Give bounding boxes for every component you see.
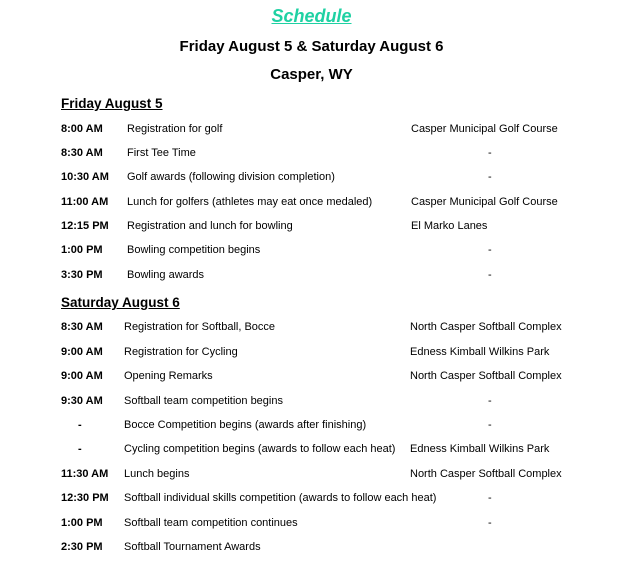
schedule-row bbox=[0, 443, 623, 459]
row-time: 3:30 PM bbox=[61, 269, 103, 281]
schedule-row bbox=[0, 147, 623, 163]
row-event: Softball individual skills competition (awards to follow each heat) bbox=[124, 492, 437, 504]
row-location: - bbox=[488, 395, 492, 407]
schedule-row bbox=[0, 517, 623, 533]
row-event: Lunch begins bbox=[124, 468, 190, 480]
row-event: Golf awards (following division completion) bbox=[127, 171, 335, 183]
row-location: Edness Kimball Wilkins Park bbox=[410, 346, 550, 358]
row-time: - bbox=[78, 443, 82, 455]
friday-heading: Friday August 5 bbox=[61, 96, 163, 111]
row-time: 8:30 AM bbox=[61, 321, 103, 333]
row-location: North Casper Softball Complex bbox=[410, 468, 562, 480]
row-time: 2:30 PM bbox=[61, 541, 103, 553]
row-event: Registration for Softball, Bocce bbox=[124, 321, 276, 333]
row-event: Cycling competition begins (awards to follow each heat) bbox=[124, 443, 396, 455]
row-time: 10:30 AM bbox=[61, 171, 109, 183]
event-dates: Friday August 5 & Saturday August 6 bbox=[179, 38, 444, 55]
row-event: Bowling competition begins bbox=[127, 244, 261, 256]
event-location: Casper, WY bbox=[270, 66, 353, 83]
row-time: 8:30 AM bbox=[61, 147, 103, 159]
schedule-row bbox=[0, 123, 623, 139]
row-location: - bbox=[488, 492, 492, 504]
schedule-row bbox=[0, 196, 623, 212]
row-event: Registration for golf bbox=[127, 123, 223, 135]
row-event: First Tee Time bbox=[127, 147, 196, 159]
row-time: 1:00 PM bbox=[61, 244, 103, 256]
row-event: Softball Tournament Awards bbox=[124, 541, 261, 553]
schedule-row bbox=[0, 419, 623, 435]
schedule-row bbox=[0, 468, 623, 484]
schedule-row bbox=[0, 244, 623, 260]
schedule-row bbox=[0, 346, 623, 362]
schedule-row bbox=[0, 220, 623, 236]
schedule-row bbox=[0, 541, 623, 557]
row-event: Lunch for golfers (athletes may eat once medaled) bbox=[127, 196, 373, 208]
row-time: 9:00 AM bbox=[61, 370, 103, 382]
row-location: North Casper Softball Complex bbox=[410, 370, 562, 382]
row-location: Casper Municipal Golf Course bbox=[411, 123, 558, 135]
row-time: 12:15 PM bbox=[61, 220, 109, 232]
row-location: - bbox=[488, 269, 492, 281]
row-location: - bbox=[488, 244, 492, 256]
row-time: 8:00 AM bbox=[61, 123, 103, 135]
row-location: Casper Municipal Golf Course bbox=[411, 196, 558, 208]
row-location: - bbox=[488, 419, 492, 431]
row-time: 12:30 PM bbox=[61, 492, 109, 504]
row-location: El Marko Lanes bbox=[411, 220, 488, 232]
row-time: 11:30 AM bbox=[61, 468, 109, 480]
schedule-row bbox=[0, 171, 623, 187]
row-time: 9:30 AM bbox=[61, 395, 103, 407]
schedule-row bbox=[0, 269, 623, 285]
row-time: 1:00 PM bbox=[61, 517, 103, 529]
page-title: Schedule bbox=[271, 6, 352, 26]
row-time: 11:00 AM bbox=[61, 196, 109, 208]
row-event: Opening Remarks bbox=[124, 370, 213, 382]
row-location: - bbox=[488, 147, 492, 159]
schedule-row bbox=[0, 370, 623, 386]
row-event: Registration and lunch for bowling bbox=[127, 220, 293, 232]
row-event: Bowling awards bbox=[127, 269, 205, 281]
row-event: Bocce Competition begins (awards after finishing) bbox=[124, 419, 367, 431]
schedule-row bbox=[0, 492, 623, 508]
row-event: Softball team competition continues bbox=[124, 517, 298, 529]
row-location: - bbox=[488, 517, 492, 529]
row-time: - bbox=[78, 419, 82, 431]
schedule-row bbox=[0, 321, 623, 337]
row-event: Registration for Cycling bbox=[124, 346, 238, 358]
row-event: Softball team competition begins bbox=[124, 395, 283, 407]
schedule-row bbox=[0, 395, 623, 411]
row-location: Edness Kimball Wilkins Park bbox=[410, 443, 550, 455]
row-time: 9:00 AM bbox=[61, 346, 103, 358]
row-location: North Casper Softball Complex bbox=[410, 321, 562, 333]
saturday-heading: Saturday August 6 bbox=[61, 295, 180, 310]
row-location: - bbox=[488, 171, 492, 183]
